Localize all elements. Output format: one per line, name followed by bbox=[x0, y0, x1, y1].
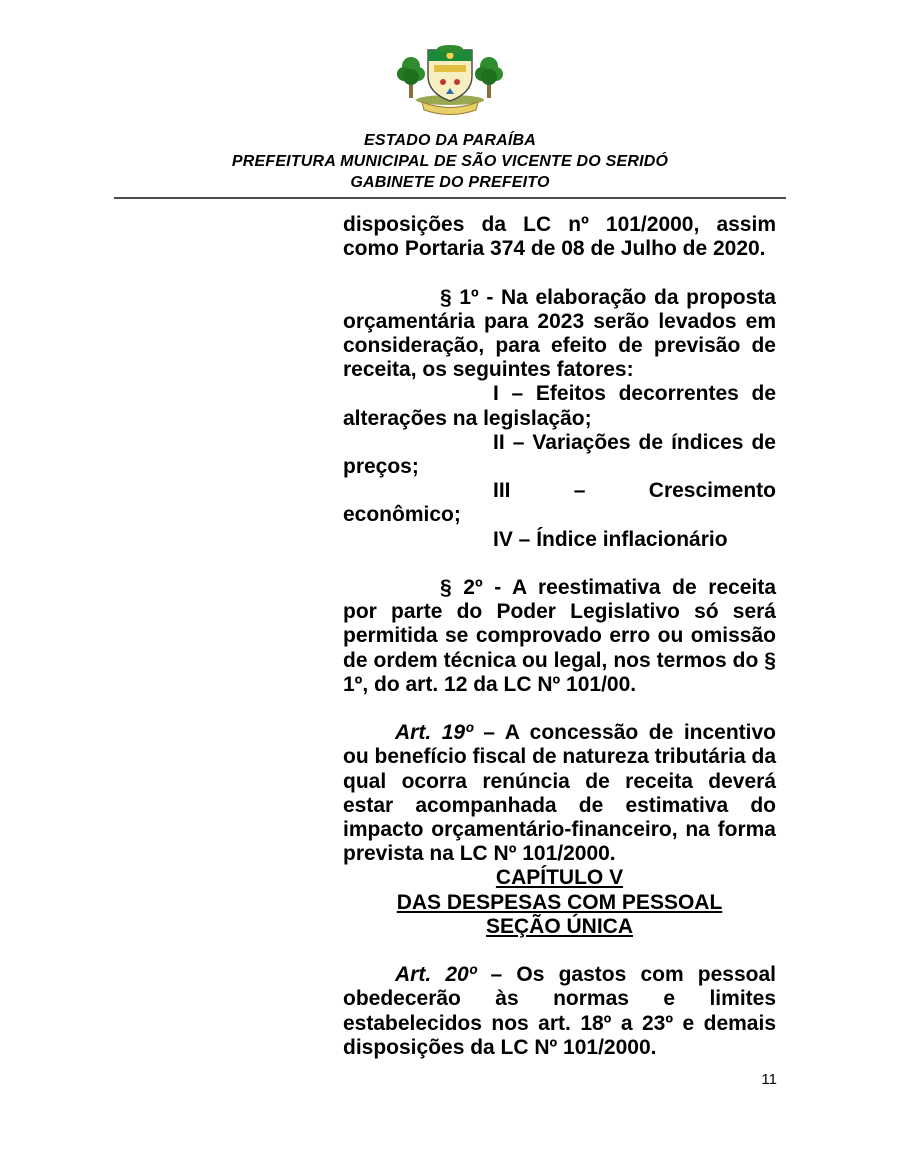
header-office-line: GABINETE DO PREFEITO bbox=[350, 174, 550, 191]
article-19 bbox=[343, 721, 776, 866]
chapter-subtitle: DAS DESPESAS COM PESSOAL bbox=[396, 890, 723, 914]
list-item-ii: II – Variações de índices de preços; bbox=[343, 430, 776, 479]
coat-of-arms-icon bbox=[397, 44, 503, 124]
spacer bbox=[343, 939, 776, 963]
crest-right-tree bbox=[475, 57, 503, 98]
list-item-iv: IV – Índice inflacionário bbox=[493, 527, 728, 551]
article-19-label: Art. 19º bbox=[395, 721, 473, 745]
spacer bbox=[343, 697, 776, 721]
article-20-label: Art. 20º bbox=[395, 963, 477, 987]
document-header bbox=[0, 44, 900, 193]
paragraph-2: § 2º - A reestimativa de receita por parte do Poder Legislativo só será permitida se comprovado erro ou omissão de ordem técnica ou legal, nos termos do § 1º, do art. 12 da LC Nº 101/00. bbox=[343, 576, 776, 696]
document-body bbox=[343, 213, 776, 1060]
article-20 bbox=[343, 963, 776, 1060]
chapter-title: CAPÍTULO V bbox=[495, 866, 624, 890]
list-item-iii-line1: III – Crescimento bbox=[493, 479, 776, 503]
header-municipality-line: PREFEITURA MUNICIPAL DE SÃO VICENTE DO SERIDÓ bbox=[231, 153, 669, 170]
header-divider bbox=[114, 197, 786, 199]
page-number: 11 bbox=[761, 1071, 777, 1088]
list-item-i: I – Efeitos decorrentes de alterações na legislação; bbox=[343, 382, 776, 430]
section-title: SEÇÃO ÚNICA bbox=[485, 914, 633, 938]
list-item-iii bbox=[343, 479, 776, 527]
crest-left-tree bbox=[397, 57, 425, 98]
spacer bbox=[343, 552, 776, 576]
spacer bbox=[343, 261, 776, 285]
paragraph-1: § 1º - Na elaboração da proposta orçamentária para 2023 serão levados em consideração, para efeito de previsão de receita, os seguintes fatores: bbox=[343, 285, 776, 382]
header-state-line: ESTADO DA PARAÍBA bbox=[364, 132, 536, 149]
paragraph-continuation: disposições da LC nº 101/2000, assim como Portaria 374 de 08 de Julho de 2020. bbox=[343, 213, 776, 261]
article-20-text: – Os gastos com pessoal obedecerão às normas e limites estabelecidos nos art. 18º a 23º e demais disposições da LC Nº 101/2000. bbox=[343, 963, 777, 1059]
list-item-iii-line2: econômico; bbox=[343, 503, 461, 527]
article-19-text: – A concessão de incentivo ou benefício fiscal de natureza tributária da qual ocorra renúncia de receita deverá estar acompanhada de estimativa do impacto orçamentário-financeiro, na forma prevista na LC Nº 101/2000. bbox=[343, 721, 776, 866]
